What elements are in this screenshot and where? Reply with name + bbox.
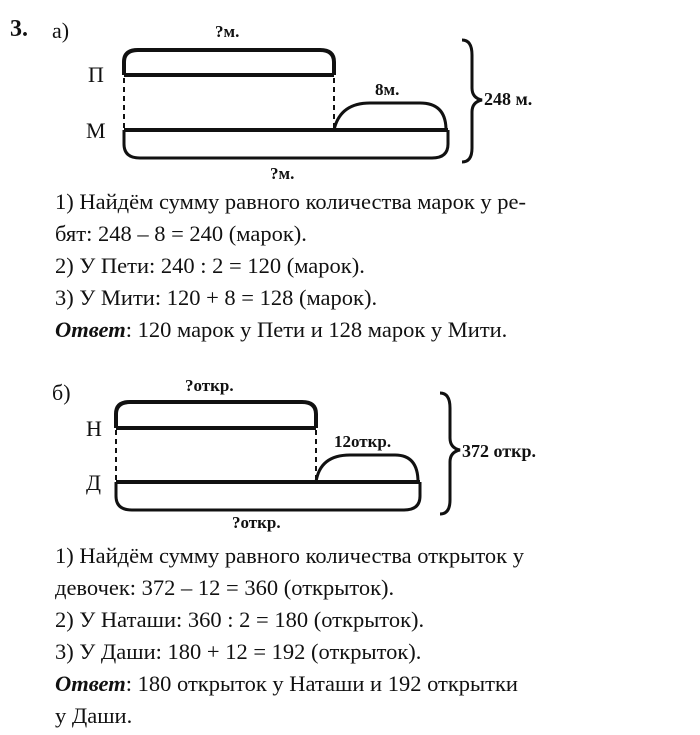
part-a-total-label: 248 м. [484,89,533,109]
part-a-row-top-letter: П [88,62,104,87]
diagram-a-total-brace [462,40,482,162]
diagram-b-top-bracket [116,402,316,428]
problem-number: 3. [10,16,28,42]
part-a-label: а) [52,18,70,43]
part-a-row-bottom-letter: М [86,118,106,143]
diagram-a-bottom-bracket [124,130,448,158]
part-b-answer-word: Ответ [55,671,126,696]
part-b-answer [55,668,518,700]
diagram-b-bottom-bracket [116,482,420,510]
diagram-b-total-brace [440,393,460,514]
diagram-b-extra-arc [316,455,418,482]
part-a-top-question: ?м. [215,22,240,41]
part-a-answer-word: Ответ [55,317,126,342]
part-b-line-1: 1) Найдём сумму равного количества открыток у [55,543,524,568]
part-b-line-3: 2) У Наташи: 360 : 2 = 180 (открыток). [55,607,425,632]
part-a-line-4: 3) У Мити: 120 + 8 = 128 (марок). [55,285,378,310]
part-b-line-4: 3) У Даши: 180 + 12 = 192 (открыток). [55,639,422,664]
part-b-answer-text: : 180 открыток у Наташи и 192 открытки [125,671,518,696]
part-b-bottom-question: ?откр. [232,513,281,532]
part-b-label: б) [52,380,71,405]
part-a-bottom-question: ?м. [270,164,295,183]
part-a-line-3: 2) У Пети: 240 : 2 = 120 (марок). [55,253,365,278]
part-b-total-label: 372 откр. [462,441,536,461]
part-a-line-2: бят: 248 – 8 = 240 (марок). [55,221,307,246]
part-b-top-question: ?откр. [185,376,234,395]
part-b-extra-label: 12откр. [334,432,392,451]
diagram-a-extra-arc [334,103,446,130]
part-b-row-top-letter: Н [86,416,102,441]
part-a-answer [55,314,507,346]
part-a-line-1: 1) Найдём сумму равного количества марок у ре- [55,189,526,214]
part-b-row-bottom-letter: Д [86,470,102,495]
part-a-answer-text: : 120 марок у Пети и 128 марок у Мити. [125,317,508,342]
part-a-extra-label: 8м. [375,80,400,99]
diagram-a-top-bracket [124,50,334,75]
diagram-a [124,40,482,162]
part-b-line-2: девочек: 372 – 12 = 360 (открыток). [55,575,395,600]
part-b-answer-cont: у Даши. [55,703,133,728]
diagram-b [116,393,460,514]
